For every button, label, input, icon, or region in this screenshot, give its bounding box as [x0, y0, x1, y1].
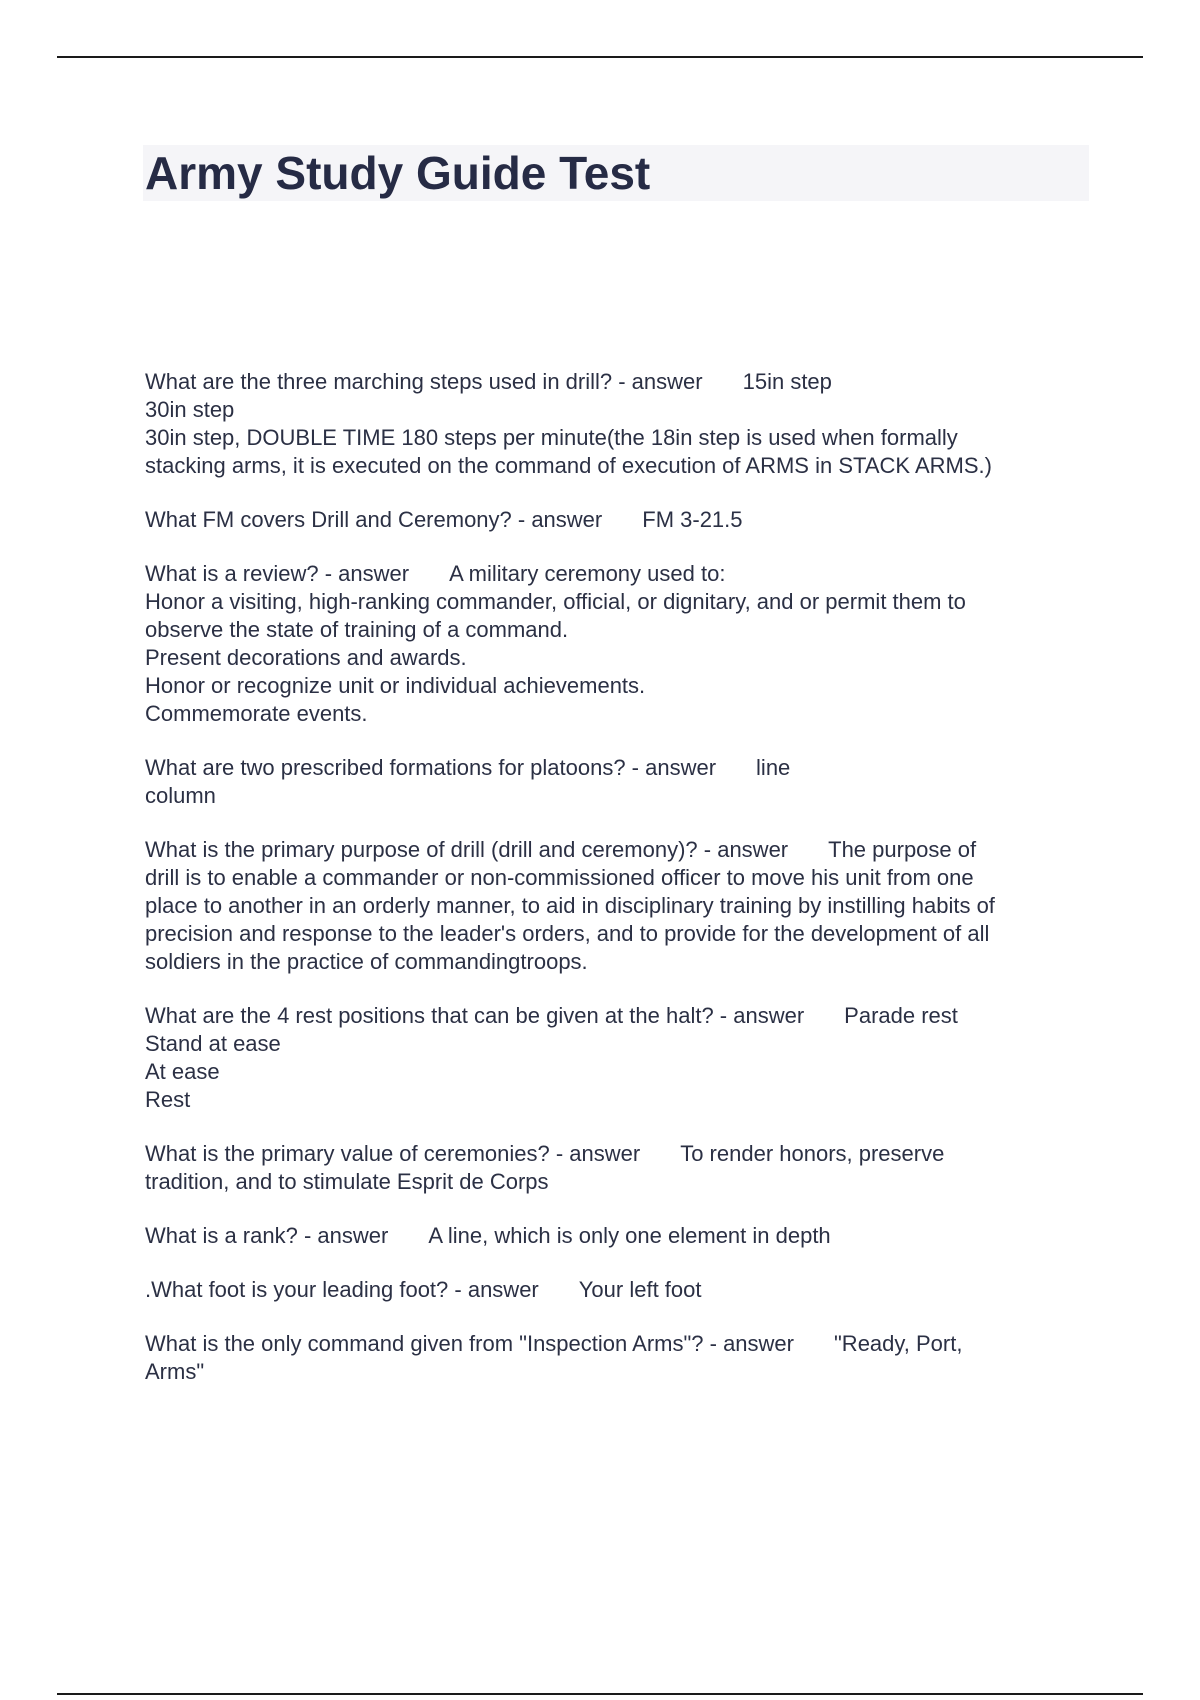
answer-text: Commemorate events.: [145, 701, 368, 726]
qa-item-ceremonies-value: [145, 1140, 1090, 1196]
answer-text: Parade rest: [844, 1003, 958, 1028]
answer-text: place to another in an orderly manner, to aid in disciplinary training by instilling habits of: [145, 893, 995, 918]
question-text: .What foot is your leading foot? - answer: [145, 1277, 539, 1302]
qa-item-rest-positions: [145, 1002, 1090, 1114]
qa-item-fm: [145, 506, 1090, 534]
answer-text: A line, which is only one element in depth: [428, 1223, 831, 1248]
answer-text: The purpose of: [828, 837, 977, 862]
answer-text: precision and response to the leader's orders, and to provide for the development of all: [145, 921, 990, 946]
qa-item-leading-foot: [145, 1276, 1090, 1304]
qa-item-formations: [145, 754, 1090, 810]
answer-text: Rest: [145, 1087, 191, 1112]
qa-item-inspection-arms: [145, 1330, 1090, 1386]
answer-text: 30in step: [145, 397, 235, 422]
answer-text: Your left foot: [578, 1277, 702, 1302]
question-text: What is a rank? - answer: [145, 1223, 389, 1248]
answer-text: Arms": [145, 1359, 205, 1384]
question-text: What is the primary value of ceremonies? - answer: [145, 1141, 641, 1166]
qa-item-drill-purpose: [145, 836, 1090, 976]
bottom-rule: [57, 1693, 1143, 1695]
question-text: What are the three marching steps used in drill? - answer: [145, 369, 703, 394]
answer-text: A military ceremony used to:: [449, 561, 726, 586]
answer-text: 30in step, DOUBLE TIME 180 steps per minute(the 18in step is used when formally: [145, 425, 958, 450]
answer-text: FM 3-21.5: [642, 507, 743, 532]
qa-list: [145, 368, 1090, 1412]
qa-item-rank: [145, 1222, 1090, 1250]
answer-text: drill is to enable a commander or non-commissioned officer to move his unit from one: [145, 865, 974, 890]
answer-text: tradition, and to stimulate Esprit de Corps: [145, 1169, 549, 1194]
answer-text: Honor or recognize unit or individual achievements.: [145, 673, 646, 698]
answer-text: observe the state of training of a command.: [145, 617, 569, 642]
answer-text: To render honors, preserve: [680, 1141, 945, 1166]
answer-text: column: [145, 783, 216, 808]
answer-text: 15in step: [742, 369, 832, 394]
qa-item-review: [145, 560, 1090, 728]
question-text: What is a review? - answer: [145, 561, 410, 586]
answer-text: At ease: [145, 1059, 220, 1084]
question-text: What is the primary purpose of drill (drill and ceremony)? - answer: [145, 837, 789, 862]
answer-text: line: [756, 755, 791, 780]
qa-item-marching-steps: [145, 368, 1090, 480]
answer-text: Present decorations and awards.: [145, 645, 467, 670]
answer-text: stacking arms, it is executed on the command of execution of ARMS in STACK ARMS.): [145, 453, 992, 478]
question-text: What is the only command given from "Inspection Arms"? - answer: [145, 1331, 794, 1356]
question-text: What are two prescribed formations for platoons? - answer: [145, 755, 717, 780]
question-text: What FM covers Drill and Ceremony? - answer: [145, 507, 603, 532]
document-title: Army Study Guide Test: [145, 147, 651, 199]
answer-text: "Ready, Port,: [834, 1331, 963, 1356]
top-rule: [57, 56, 1143, 58]
answer-text: Stand at ease: [145, 1031, 281, 1056]
answer-text: soldiers in the practice of commandingtroops.: [145, 949, 588, 974]
question-text: What are the 4 rest positions that can be given at the halt? - answer: [145, 1003, 805, 1028]
answer-text: Honor a visiting, high-ranking commander, official, or dignitary, and or permit them to: [145, 589, 966, 614]
